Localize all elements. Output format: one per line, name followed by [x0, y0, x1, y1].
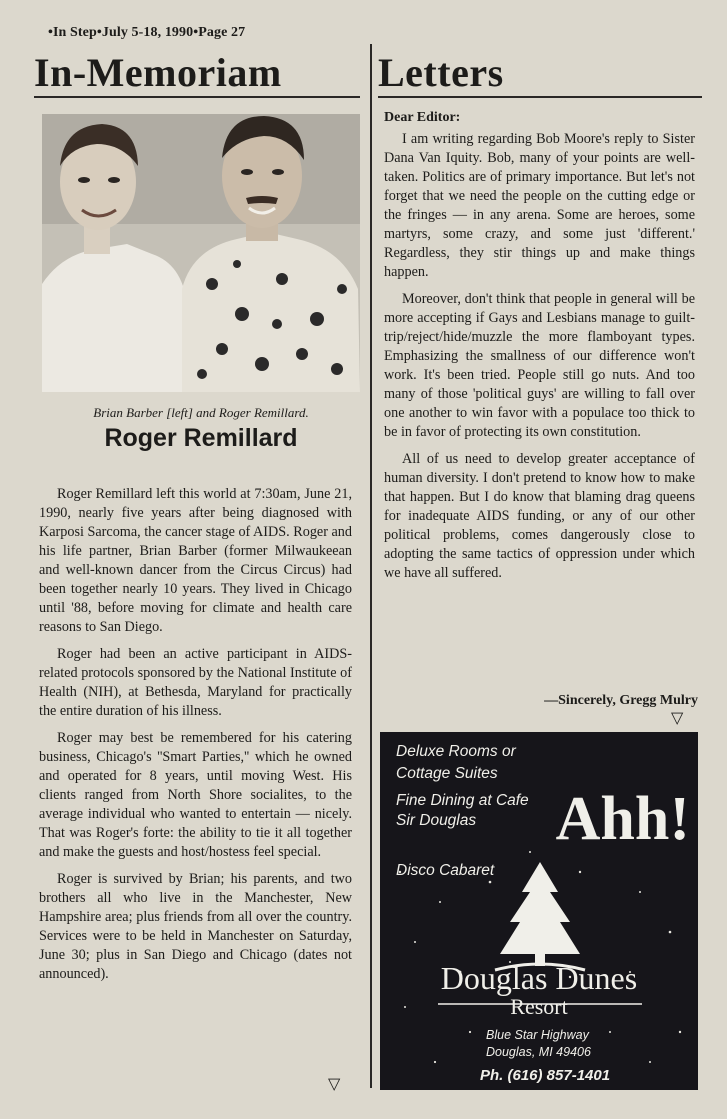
- letter-paragraph: All of us need to develop greater acceptance of human diversity. I don't pretend to know how to make that happen. But I do know that blaming drag queens for inadequate AIDS funding, or any of our other political problems, comes dangerously close to adopting the same tactics of oppression under which we have all suffered.: [384, 451, 695, 581]
- ad-resort-name: Douglas Dunes: [440, 960, 638, 996]
- ad-resort-subtitle: Resort: [510, 994, 568, 1019]
- page-folio: •In Step•July 5-18, 1990•Page 27: [48, 25, 246, 40]
- letters-title-rule: [378, 96, 702, 98]
- douglas-dunes-advertisement: [380, 732, 698, 1090]
- obituary-end-mark-icon: ▽: [328, 1076, 341, 1093]
- letter-paragraph: Moreover, don't think that people in general will be more accepting if Gays and Lesbians manage to guilt-trip/reject/hide/muzzle the more flamboyant types. Emphasizing the smallness of our difference won't work. It's been tried. People still go nuts. And too many of those 'political guys' are willing to fall over one another to win favor with a populace too thick to be in favor of protecting its own constitution.: [384, 291, 695, 440]
- ad-feature-line: Fine Dining at Cafe: [396, 792, 529, 809]
- memoriam-photo: [42, 114, 360, 392]
- pine-tree-logo: [495, 862, 585, 970]
- obituary-paragraph: Roger Remillard left this world at 7:30am, June 21, 1990, nearly five years after being diagnosed with Karposi Sarcoma, the cancer stage of AIDS. Roger and his life partner, Brian Barber (former Milwaukeean and well-known dancer from the Circus Circus) had been together nearly 10 years. They lived in Chicago until '88, before moving for climate and health care reasons to San Diego.: [39, 486, 352, 635]
- ad-headline: Ahh!: [555, 785, 690, 853]
- memoriam-title-rule: [34, 96, 360, 98]
- obituary-body: [39, 485, 352, 992]
- letter-body: [384, 108, 695, 591]
- ad-address-line: Douglas, MI 49406: [486, 1045, 591, 1059]
- letters-section-title: Letters: [378, 50, 504, 95]
- ad-feature-line: Disco Cabaret: [396, 862, 495, 879]
- ad-phone: Ph. (616) 857-1401: [480, 1067, 611, 1084]
- ad-feature-line: Sir Douglas: [396, 812, 477, 829]
- ad-feature-line: Cottage Suites: [396, 765, 498, 782]
- two-men-portrait-image: [42, 114, 360, 392]
- ad-address-line: Blue Star Highway: [486, 1028, 589, 1042]
- obituary-name-heading: Roger Remillard: [104, 424, 298, 452]
- photo-caption: Brian Barber [left] and Roger Remillard.: [93, 405, 309, 420]
- letter-signoff: —Sincerely, Gregg Mulry: [544, 693, 698, 708]
- column-divider: [370, 44, 372, 1088]
- letter-end-mark-icon: ▽: [671, 710, 684, 727]
- ad-feature-line: Deluxe Rooms or: [396, 743, 516, 760]
- letter-salutation: Dear Editor:: [384, 110, 461, 125]
- letter-paragraph: I am writing regarding Bob Moore's reply to Sister Dana Van Iquity. Bob, many of your points are well-taken. Politics are of primary importance. But let's not forget that we need the people on the cutting edge or the fringes — in any arena. Some are heroes, some martyrs, some crazy, and some just 'different.' Regardless, they stir things up and make things happen.: [384, 131, 695, 280]
- obituary-paragraph: Roger may best be remembered for his catering business, Chicago's ''Smart Parties,'' which he owned and operated for 8 years, until moving West. His clients ranged from North Shore socialites, to the average individual who wanted to entertain — nicely. That was Roger's forte: the ability to tie it all together and make the guests and host/hostess feel special.: [39, 730, 352, 860]
- memoriam-section-title: In-Memoriam: [34, 50, 282, 95]
- obituary-paragraph: Roger had been an active participant in AIDS-related protocols sponsored by the National Institute of Health (NIH), at Bethesda, Maryland for practically the entire duration of his illness.: [39, 646, 352, 719]
- obituary-paragraph: Roger is survived by Brian; his parents, and two brothers all who live in the Manchester, New Hampshire area; plus friends from all over the country. Services were to be held in Manchester on Saturday, June 30; plus in San Diego and Chicago (dates not announced).: [39, 871, 352, 982]
